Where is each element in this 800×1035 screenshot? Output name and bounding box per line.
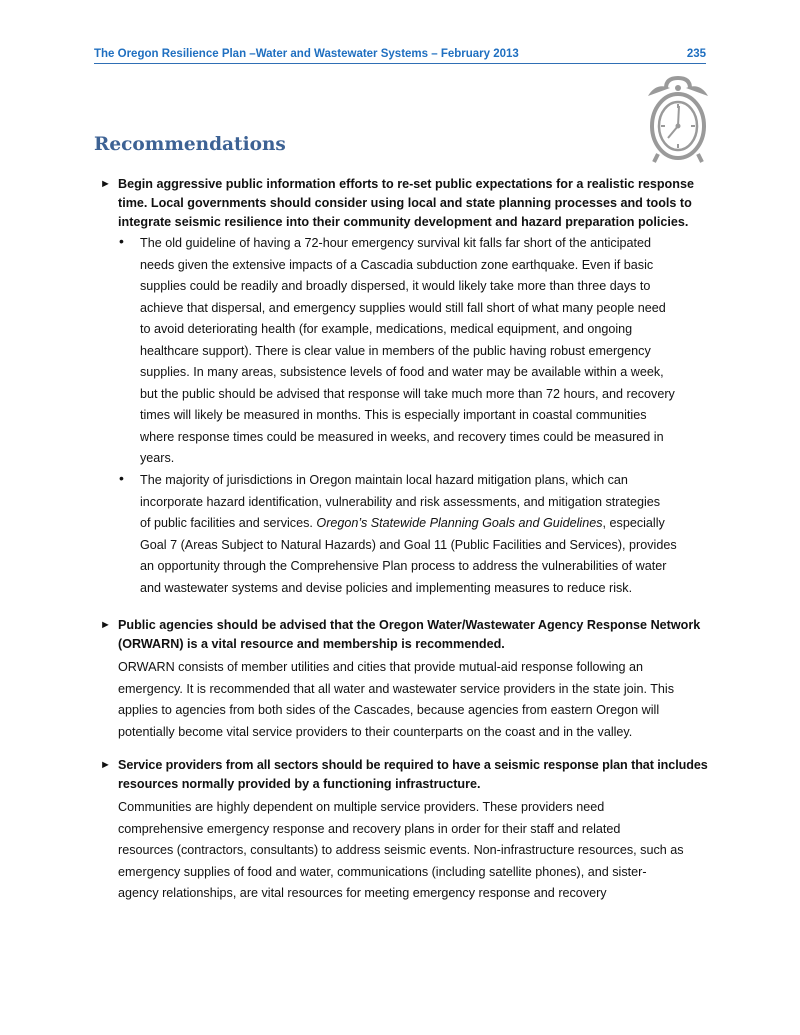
section-title: Recommendations <box>94 134 286 155</box>
recommendation-1-heading: Begin aggressive public information efforts to re-set public expectations for a realistic response time. Local governments should consider using local and state planning processes and tools to integrate seismic resilience into their community development and hazard preparation policies. <box>118 177 694 229</box>
bullet-dot-icon: • <box>119 233 124 249</box>
alarm-clock-icon <box>644 74 712 164</box>
arrow-bullet-icon: ► <box>100 619 111 631</box>
arrow-bullet-icon: ► <box>100 759 111 771</box>
header-title: The Oregon Resilience Plan –Water and Wastewater Systems – February 2013 <box>94 48 519 60</box>
recommendation-3-body: Communities are highly dependent on multiple service providers. These providers need comprehensive emergency response and recovery plans in order for their staff and related resources (contractors, consultants) to address seismic events. Non-infrastructure resources, such as emergency supplies of food and water, communications (including satellite phones), and sister- agency relationships, are vital resources for meeting emergency response and recovery <box>118 800 684 900</box>
recommendation-1-bullet-2: The majority of jurisdictions in Oregon maintain local hazard mitigation plans, which can incorporate hazard identification, vulnerability and risk assessments, and mitigation strategies of public facilities and services. Oregon’s Statewide Planning Goals and Guidelines, especially Goal 7 (Areas Subject to Natural Hazards) and Goal 11 (Public Facilities and Services), provides an opportunity through the Comprehensive Plan process to address the vulnerabilities of water and wastewater systems and devise policies and implementing measures to reduce risk. <box>140 473 677 595</box>
bullet-dot-icon: • <box>119 470 124 486</box>
page-number: 235 <box>686 48 706 60</box>
recommendation-2-heading: Public agencies should be advised that the Oregon Water/Wastewater Agency Response Network (ORWARN) is a vital resource and membership is recommended. <box>118 618 701 651</box>
page-header <box>94 48 706 64</box>
recommendation-2-body: ORWARN consists of member utilities and cities that provide mutual-aid response following an emergency. It is recommended that all water and wastewater service providers in the state join. This applies to agencies from both sides of the Cascades, because agencies from eastern Oregon will potentially become vital service providers to their counterparts on the coast and in the valley. <box>118 660 675 739</box>
arrow-bullet-icon: ► <box>100 178 111 190</box>
recommendation-3-heading: Service providers from all sectors should be required to have a seismic response plan that includes resources normally provided by a functioning infrastructure. <box>118 758 708 791</box>
recommendation-1-bullet-1: The old guideline of having a 72-hour emergency survival kit falls far short of the anticipated needs given the extensive impacts of a Cascadia subduction zone earthquake. Even if basic supplies could be readily and broadly dispersed, it would likely take more than three days to achieve that dispersal, and emergency supplies would still fall short of what many people need to avoid deteriorating health (for example, medications, medical equipment, and ongoing healthcare support). There is clear value in members of the public having robust emergency supplies. In many areas, subsistence levels of food and water may be available within a week, but the public should be advised that response will take much more than 72 hours, and recovery times will likely be measured in months. This is especially important in coastal communities where response times could be measured in weeks, and recovery times could be measured in years. <box>140 236 675 465</box>
document-title-citation: Oregon’s Statewide Planning Goals and Guidelines <box>316 516 603 530</box>
